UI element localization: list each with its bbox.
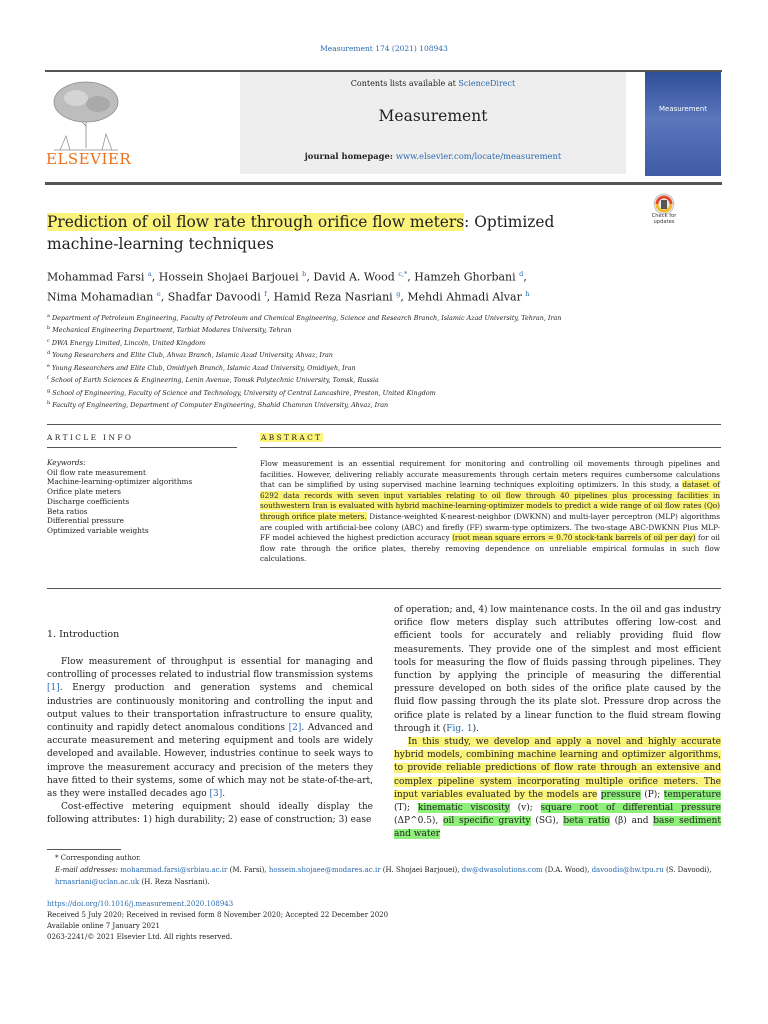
email-addresses — [47, 864, 721, 888]
author-affiliation-mark[interactable]: d — [519, 270, 524, 278]
text-run: (ΔP^0.5), — [394, 816, 444, 827]
available-online: Available online 7 January 2021 — [47, 922, 160, 930]
copyright: 0263-2241/© 2021 Elsevier Ltd. All rights reserved. — [47, 933, 233, 941]
email-link[interactable]: hrnasriani@uclan.ac.uk — [55, 878, 140, 887]
paragraph — [394, 604, 721, 736]
email-link[interactable]: davoodis@hw.tpu.ru — [591, 866, 664, 875]
author-name: Hamzeh Ghorbani — [414, 270, 516, 284]
abstract-text — [260, 459, 720, 565]
keyword-item: Optimized variable weights — [47, 525, 149, 535]
abstract-rule — [260, 447, 721, 448]
author-affiliation-mark[interactable]: a — [147, 270, 152, 278]
email-owner: (S. Davoodi), — [663, 866, 712, 875]
variable-highlight: pressure — [600, 789, 641, 800]
email-owner: (M. Farsi), — [227, 866, 269, 875]
abstract-highlight: (root mean square errors = 0.70 stock-tank barrels of oil per day) — [452, 533, 696, 543]
citation-link[interactable]: [3] — [209, 789, 223, 800]
paragraph — [394, 736, 721, 842]
article-title-highlighted: Prediction of oil flow rate through orifice flow meters — [47, 213, 465, 231]
keywords-block — [47, 458, 237, 536]
contents-prefix: Contents lists available at — [350, 79, 459, 88]
affiliation-text: Faculty of Engineering, Department of Computer Engineering, Shahid Chamran University, Ahvaz, Iran — [52, 401, 389, 410]
affiliation-mark: a — [47, 313, 50, 319]
affiliation-list — [47, 311, 727, 410]
text-run: (P); — [640, 789, 664, 800]
affiliation-item — [47, 386, 727, 398]
keyword-item: Discharge coefficients — [47, 496, 130, 506]
text-run: (v); — [509, 803, 541, 814]
section-divider — [47, 424, 721, 425]
author-affiliation-mark[interactable]: e — [156, 290, 161, 299]
section-heading-introduction: 1. Introduction — [47, 629, 120, 640]
figure-link[interactable]: Fig. 1 — [446, 723, 473, 734]
email-owner: (D.A. Wood), — [542, 866, 592, 875]
elsevier-tree-logo-icon — [46, 76, 126, 156]
corresponding-author-note: * Corresponding author. — [55, 854, 141, 862]
abstract-part: Distance-weighted K-nearest-neighbor (DWKNN) and multi-layer perceptron (MLP) algorithms are coupled with artificial-bee colony (ABC) and firefly (FF) swarm-type optimizers. The two-stage ABC-DWKNN Plus MLP-FF model achieved the highest prediction accuracy — [260, 511, 720, 543]
email-link[interactable]: dw@dwasolutions.com — [461, 866, 543, 875]
journal-homepage — [240, 151, 626, 161]
article-title-rest-1: : Optimized — [464, 213, 555, 231]
variable-highlight: temperature — [663, 789, 721, 800]
text-run: ). — [472, 723, 479, 734]
affiliation-mark: c — [47, 337, 50, 344]
publication-metadata — [47, 899, 721, 943]
check-for-updates-label[interactable]: Check for updates — [651, 213, 677, 225]
affiliation-item — [47, 361, 727, 373]
abstract-heading: ABSTRACT — [261, 433, 323, 442]
footnotes — [47, 852, 721, 889]
affiliation-item — [47, 348, 727, 360]
affiliation-item — [47, 336, 727, 348]
text-run: of operation; and, 4) low maintenance costs. In the oil and gas industry orifice flow meters display such attributes offering low-cost and efficient tools for accurately and reliably providing fluid flow measurements. They provide one of the simplest and most efficient tools for measuring the flow of fluids passing through pipelines. They function by applying the principle of measuring the differential pressure developed on both sides of the orifice plate caused by the fluid flow passing through the its plate slot. Pressure drop across the orifice plate is related by a linear function to the fluid stream flowing through it ( — [394, 605, 721, 734]
affiliation-text: Department of Petroleum Engineering, Faculty of Petroleum and Chemical Engineering, Science and Research Branch, Islamic Azad University, Tehran, Iran — [52, 314, 562, 323]
text-highlight: In this study, we develop and apply a novel and highly accurate hybrid models, combining machine learning and optimizer algorithms, to provide reliable predictions of flow rate through an extensive and complex pipeline system incorporating multiple orifice meters. The input variables evaluated by the models are — [394, 737, 721, 800]
keyword-item: Machine-learning-optimizer algorithms — [47, 477, 193, 487]
author-name: David A. Wood — [313, 270, 395, 284]
author-name: Hamid Reza Nasriani — [273, 290, 393, 304]
affiliation-mark: d — [47, 350, 51, 357]
affiliation-text: School of Engineering, Faculty of Science and Technology, University of Central Lancashire, Preston, United Kingdom — [52, 388, 436, 397]
author-affiliation-mark[interactable]: c,* — [398, 270, 408, 278]
author-name: Nima Mohamadian — [47, 290, 154, 304]
author-name: Shadfar Davoodi — [167, 290, 261, 304]
paragraph — [47, 656, 373, 801]
journal-reference[interactable]: Measurement 174 (2021) 108943 — [320, 44, 448, 53]
article-title-rest-2: machine-learning techniques — [47, 235, 274, 253]
text-run: (SG), — [530, 816, 564, 827]
homepage-label: journal homepage: — [304, 151, 396, 161]
author-affiliation-mark[interactable]: g — [396, 290, 401, 299]
homepage-link[interactable]: www.elsevier.com/locate/measurement — [395, 151, 562, 161]
affiliation-item — [47, 323, 727, 335]
sciencedirect-link[interactable]: ScienceDirect — [458, 79, 516, 88]
text-run: . Advanced and accurate measurement and metering equipment and tools are widely developed and available. However, industries continue to seek ways to improve the measurement accuracy and precision of the meters they have fitted to their systems, some of which may not be state-of-the-art, as they were installed decades ago — [47, 723, 373, 800]
text-run: Flow measurement of throughput is essential for managing and controlling of processes related to industrial flow transmission systems — [47, 657, 373, 681]
affiliation-text: School of Earth Sciences & Engineering, Lenin Avenue, Tomsk Polytechnic University, Tomsk, Russia — [50, 376, 379, 385]
abstract-highlight: dataset of 6292 data records with seven input variables relating to oil flow through 40 pipelines plus processing facilities in southwestern Iran is evaluated with hybrid machine-learning-optimizer models to predict a wide range of oil flow rates (Qo) through orifice plate meters. — [260, 480, 720, 521]
journal-cover-image — [645, 72, 721, 176]
email-link[interactable]: mohammad.farsi@srbiau.ac.ir — [120, 866, 228, 875]
author-name: Mohammad Farsi — [47, 270, 145, 284]
cover-title: Measurement — [658, 105, 708, 113]
journal-title: Measurement — [378, 107, 488, 125]
affiliation-mark: f — [47, 375, 49, 382]
variable-highlight: base sediment and water — [394, 816, 722, 840]
contents-line — [240, 79, 626, 88]
text-run: . Energy production and generation systems and chemical industries are continuously monitoring and controlling the input and output values to their transportation infrastructure to ensure quality, continuity and rapidly detect anomalous conditions — [47, 683, 373, 734]
abstract-bottom-rule — [47, 588, 721, 589]
keyword-item: Orifice plate meters — [47, 487, 122, 497]
intro-left-column — [47, 656, 373, 828]
affiliation-item — [47, 311, 727, 323]
intro-right-column — [394, 604, 721, 842]
affiliation-item — [47, 398, 727, 410]
abstract-part: Flow measurement is an essential requirement for monitoring and controlling oil movements through pipelines and facilities. However, delivering reliably accurate measurements through certain meters requires cumbersome calculations that can be simplified by using supervised machine learning techniques exploiting optimizers. In this study, a — [260, 459, 720, 490]
keywords-label: Keywords: — [47, 458, 86, 467]
variable-highlight: square root of differential pressure — [540, 803, 721, 814]
paragraph: Cost-effective metering equipment should ideally display the following attributes: 1) high durability; 2) ease of construction; 3) ease — [47, 802, 373, 826]
received-dates: Received 5 July 2020; Received in revised form 8 November 2020; Accepted 22 December 2020 — [47, 911, 389, 919]
affiliation-text: Young Researchers and Elite Club, Omidiyeh Branch, Islamic Azad University, Omidiyeh, Iran — [52, 363, 356, 372]
affiliation-text: Young Researchers and Elite Club, Ahvaz Branch, Islamic Azad University, Ahvaz, Iran — [52, 351, 333, 360]
article-info-heading: ARTICLE INFO — [47, 433, 134, 442]
email-owner: (H. Shojaei Barjouei), — [380, 866, 462, 875]
article-title — [47, 211, 627, 255]
publisher-wordmark: ELSEVIER — [46, 150, 132, 168]
text-run: (T); — [394, 803, 418, 814]
author-name: Hossein Shojaei Barjouei — [158, 270, 299, 284]
variable-highlight: beta ratio — [563, 816, 610, 827]
affiliation-item — [47, 373, 727, 385]
variable-highlight: kinematic viscosity — [417, 803, 510, 814]
author-list: Mohammad Farsi $^a$, Hossein Shojaei Barjouei $^b$, David A. Wood $^{c,*}$, Hamzeh Ghorbani $^d$, Nima Mohamadian $^e$, Shadfar Davoodi $^f$, Hamid Reza Nasriani $^g$, Mehdi Ahmadi Alvar $^h$ — [47, 270, 530, 304]
header-bottom-rule — [45, 182, 722, 185]
author-affiliation-mark[interactable]: f — [264, 290, 267, 299]
email-owner: (H. Reza Nasriani). — [139, 878, 210, 887]
affiliation-mark: e — [47, 362, 50, 369]
affiliation-text: DWA Energy Limited, Lincoln, United Kingdom — [51, 338, 206, 347]
author-affiliation-mark[interactable]: b — [302, 270, 307, 278]
citation-link[interactable]: [2] — [288, 723, 302, 734]
text-run: . — [222, 789, 226, 800]
footnote-rule — [47, 849, 121, 850]
citation-link[interactable]: [1] — [47, 683, 60, 694]
affiliation-mark: g — [47, 387, 51, 394]
affiliation-mark: h — [47, 399, 51, 406]
affiliation-text: Mechanical Engineering Department, Tarbiat Modares University, Tehran — [52, 326, 292, 335]
keyword-item: Differential pressure — [47, 516, 124, 526]
text-run: (β) and — [609, 816, 654, 827]
article-info-rule — [47, 447, 237, 448]
author-name: Mehdi Ahmadi Alvar — [407, 290, 522, 304]
affiliation-mark: b — [47, 325, 51, 332]
abstract-part: for oil flow rate through the orifice plates, thereby removing dependence on unreliable empirical formulas in such flow calculations. — [260, 533, 720, 564]
keyword-item: Beta ratios — [47, 506, 88, 516]
author-affiliation-mark[interactable]: h — [525, 290, 530, 299]
doi-link[interactable]: https://doi.org/10.1016/j.measurement.2020.108943 — [47, 900, 234, 908]
email-link[interactable]: hossein.shojaee@modares.ac.ir — [268, 866, 381, 875]
email-label: E-mail addresses: — [55, 866, 121, 875]
keyword-item: Oil flow rate measurement — [47, 467, 146, 477]
variable-highlight: oil specific gravity — [443, 816, 531, 827]
